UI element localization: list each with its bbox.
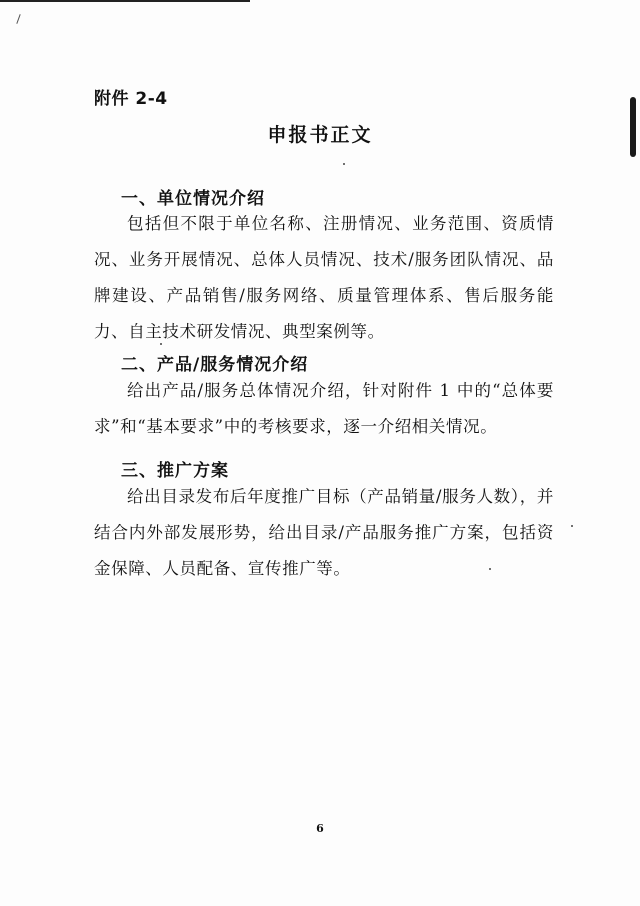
scan-edge-artifact: [0, 0, 250, 2]
page-number: 6: [316, 822, 324, 835]
section-heading-2: 二、产品/服务情况介绍: [121, 355, 309, 375]
section-body-3: 给出目录发布后年度推广目标（产品销量/服务人数），并结合内外部发展形势，给出目录/产品服务推广方案，包括资金保障、人员配备、宣传推广等。: [94, 487, 554, 578]
scan-mark-artifact: [16, 14, 20, 24]
attachment-label: 附件 2-4: [94, 89, 168, 109]
scan-speck: [571, 525, 573, 527]
section-heading-1: 一、单位情况介绍: [121, 189, 265, 209]
section-body-2: 给出产品/服务总体情况介绍，针对附件 1 中的“总体要求”和“基本要求”中的考核要求，逐一介绍相关情况。: [94, 381, 554, 436]
document-title: 申报书正文: [267, 124, 373, 146]
section-body-1: 包括但不限于单位名称、注册情况、业务范围、资质情况、业务开展情况、总体人员情况、技术/服务团队情况、品牌建设、产品销售/服务网络、质量管理体系、售后服务能力、自主技术研发情况、典型案例等。: [94, 214, 554, 341]
scan-speck: [343, 163, 345, 165]
section-heading-3: 三、推广方案: [121, 461, 229, 481]
